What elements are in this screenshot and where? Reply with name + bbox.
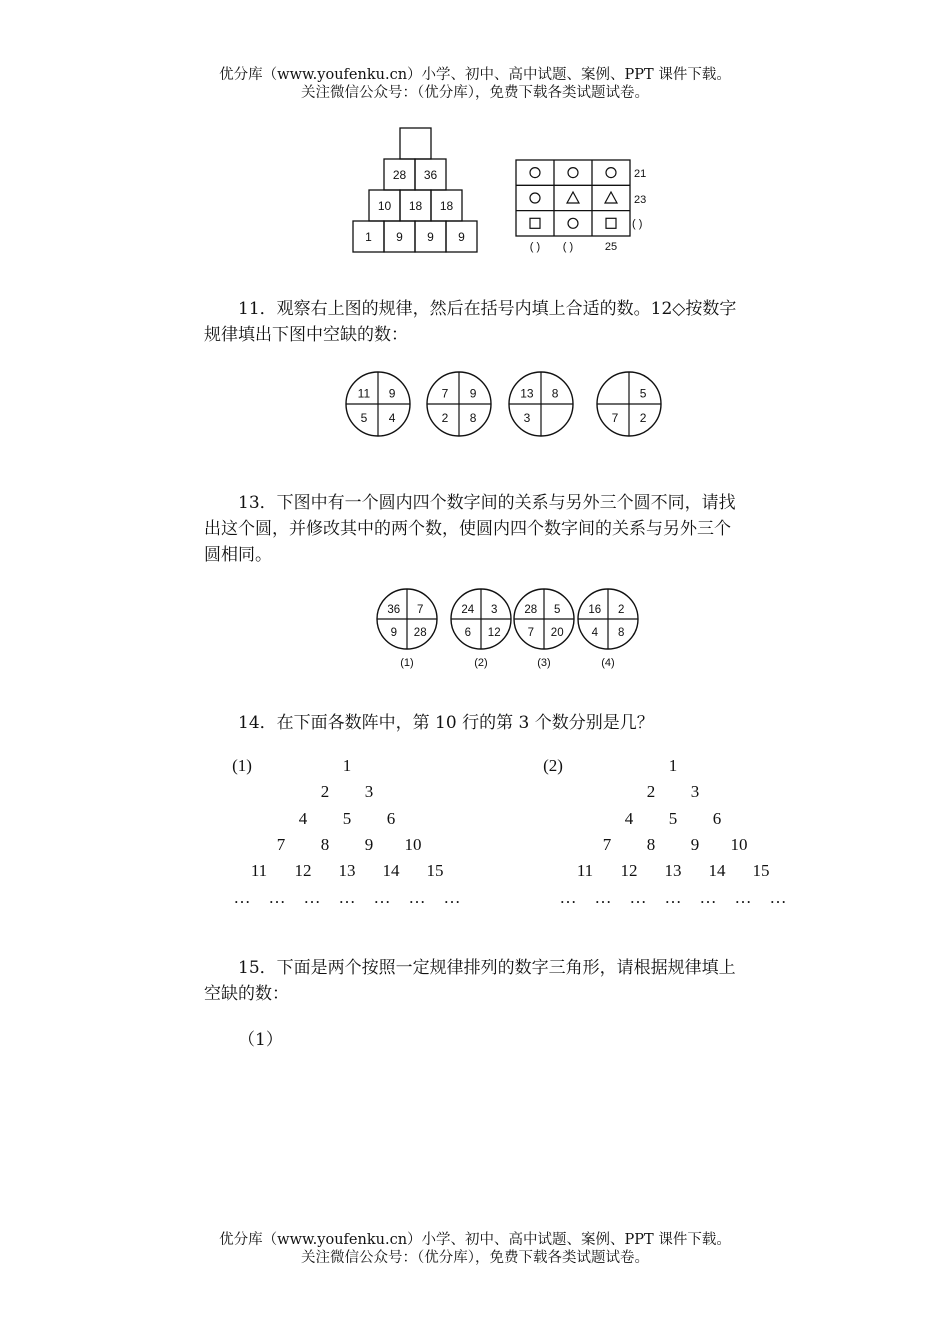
pyramid-cell: 9 xyxy=(396,230,403,244)
array-number: 5 xyxy=(668,808,678,828)
q13-circle-value: 7 xyxy=(416,603,424,616)
q11-circle-value: 2 xyxy=(639,411,647,426)
array-number: … xyxy=(338,887,356,907)
q13-circles-figure xyxy=(370,586,650,672)
triangle-shape-icon xyxy=(605,192,617,203)
array-number: … xyxy=(233,887,251,907)
array-number: … xyxy=(303,887,321,907)
array-number: … xyxy=(629,887,647,907)
array-number: … xyxy=(559,887,577,907)
question-11 xyxy=(204,296,800,348)
array-number: 5 xyxy=(342,808,352,828)
array-number: … xyxy=(443,887,461,907)
circle-shape-icon xyxy=(530,193,540,203)
q11-circle-value: 7 xyxy=(611,411,619,426)
q13-circle-value: 20 xyxy=(550,626,564,639)
array-number: 15 xyxy=(426,861,444,881)
array-number: 2 xyxy=(320,782,330,802)
array-number: 4 xyxy=(298,808,308,828)
q13-circle-value: 3 xyxy=(490,603,498,616)
array-number: 2 xyxy=(646,782,656,802)
pyramid-cell: 18 xyxy=(408,199,423,213)
array-number: 15 xyxy=(752,861,770,881)
circle-shape-icon xyxy=(568,218,578,228)
square-shape-icon xyxy=(606,218,616,228)
array-number: … xyxy=(699,887,717,907)
header-line-2: 关注微信公众号：（优分库），免费下载各类试题试卷。 xyxy=(301,85,649,101)
circle-shape-icon xyxy=(530,168,540,178)
q13-circle-value: 28 xyxy=(524,603,538,616)
array-number: 14 xyxy=(708,861,726,881)
q13-circle-value: 5 xyxy=(553,603,561,616)
q11-circle-value: 3 xyxy=(523,411,531,426)
q13-line-2: 出这个圆，并修改其中的两个数，使圆内四个数字间的关系与另外三个 xyxy=(204,519,731,539)
square-shape-icon xyxy=(530,218,540,228)
pyramid-cell: 10 xyxy=(377,199,392,213)
q11-circle-value: 7 xyxy=(441,386,449,401)
q11-circle xyxy=(597,372,661,436)
pyramid-cell: 9 xyxy=(458,230,465,244)
page-footer xyxy=(0,1231,950,1267)
circle-shape-icon xyxy=(606,168,616,178)
q13-circle-value: 2 xyxy=(617,603,625,616)
q13-circle-value: 16 xyxy=(588,603,602,616)
q11-circle-value: 5 xyxy=(360,411,368,426)
q11-circle-value: 8 xyxy=(551,386,559,401)
q11-circle xyxy=(427,372,491,436)
pyramid-cell: 28 xyxy=(392,168,407,182)
row-sum: ( ) xyxy=(632,218,643,230)
number-array-2 xyxy=(0,756,950,916)
array-number: … xyxy=(734,887,752,907)
array-number: 3 xyxy=(364,782,374,802)
array-number: … xyxy=(373,887,391,907)
q13-circle-value: 28 xyxy=(413,626,427,639)
q13-circle-label: (3) xyxy=(537,657,551,669)
array-number: 9 xyxy=(690,834,700,854)
question-13 xyxy=(204,490,800,568)
q15-line-1: 15．下面是两个按照一定规律排列的数字三角形，请根据规律填上 xyxy=(238,958,736,978)
q13-circle-label: (1) xyxy=(400,657,414,669)
q14-line-1: 14．在下面各数阵中，第 10 行的第 3 个数分别是几？ xyxy=(238,713,654,733)
triangle-shape-icon xyxy=(567,192,579,203)
q13-line-3: 圆相同。 xyxy=(204,545,272,565)
array-number: 3 xyxy=(690,782,700,802)
array-number: 12 xyxy=(294,861,312,881)
q13-circle-value: 8 xyxy=(617,626,625,639)
array-number: 1 xyxy=(342,756,352,775)
array-number: 13 xyxy=(664,861,682,881)
array-number: 7 xyxy=(276,834,286,854)
array-number: 9 xyxy=(364,834,374,854)
col-sum: 25 xyxy=(604,241,618,253)
number-pyramid-figure xyxy=(345,124,485,258)
circle-shape-icon xyxy=(568,168,578,178)
array-number: 6 xyxy=(712,808,722,828)
array-number: 7 xyxy=(602,834,612,854)
q11-circle-value: 5 xyxy=(639,386,647,401)
question-15 xyxy=(204,955,800,1053)
array-number: … xyxy=(594,887,612,907)
q11-circle-value: 13 xyxy=(520,386,534,401)
q11-line-1: 11．观察右上图的规律，然后在括号内填上合适的数。12◇按数字 xyxy=(238,299,737,319)
q13-circle-value: 12 xyxy=(487,626,501,639)
q13-circle-value: 24 xyxy=(461,603,475,616)
array-number: 8 xyxy=(646,834,656,854)
array-number: … xyxy=(268,887,286,907)
array-number: 4 xyxy=(624,808,634,828)
q13-circle-value: 6 xyxy=(464,626,472,639)
q13-circle-label: (2) xyxy=(474,657,488,669)
q11-circle-value: 4 xyxy=(388,411,396,426)
q11-circle-value: 11 xyxy=(357,386,371,401)
question-14 xyxy=(204,710,800,736)
q15-line-2: 空缺的数： xyxy=(204,984,289,1004)
array-number: … xyxy=(408,887,426,907)
q13-circle-label: (4) xyxy=(601,657,615,669)
q11-circles-figure xyxy=(340,364,670,444)
array-number: 11 xyxy=(576,861,594,881)
q11-circle-value: 8 xyxy=(469,411,477,426)
q13-circle-value: 7 xyxy=(527,626,535,639)
array-number: 11 xyxy=(250,861,268,881)
q13-circle xyxy=(578,589,638,669)
row-sum: 23 xyxy=(634,194,647,206)
q13-line-1: 13．下图中有一个圆内四个数字间的关系与另外三个圆不同，请找 xyxy=(238,493,736,513)
shape-grid-figure xyxy=(510,156,670,256)
array-number: 10 xyxy=(404,834,422,854)
row-sum: 21 xyxy=(634,168,647,180)
q11-circle xyxy=(346,372,410,436)
array-number: 10 xyxy=(730,834,748,854)
array-number: 8 xyxy=(320,834,330,854)
pyramid-cell: 1 xyxy=(365,230,372,244)
q11-circle-value: 2 xyxy=(441,411,449,426)
q13-circle xyxy=(514,589,574,669)
q13-circle xyxy=(377,589,437,669)
array-label: (1) xyxy=(232,756,252,775)
array-number: 1 xyxy=(668,756,678,775)
q13-circle-value: 9 xyxy=(390,626,398,639)
header-line-1: 优分库（www.youfenku.cn）小学、初中、高中试题、案例、PPT 课件下载。 xyxy=(219,67,731,83)
q13-circle xyxy=(451,589,511,669)
footer-line-1: 优分库（www.youfenku.cn）小学、初中、高中试题、案例、PPT 课件下载。 xyxy=(219,1232,731,1248)
q11-circle xyxy=(509,372,573,436)
array-number: 12 xyxy=(620,861,638,881)
array-number: 6 xyxy=(386,808,396,828)
array-number: 13 xyxy=(338,861,356,881)
pyramid-cell: 9 xyxy=(427,230,434,244)
page-header xyxy=(0,66,950,102)
col-sum: ( ) xyxy=(529,241,541,253)
q15-part-1: （1） xyxy=(238,1030,283,1050)
pyramid-cell: 36 xyxy=(423,168,438,182)
pyramid-cell: 18 xyxy=(439,199,454,213)
array-number: 14 xyxy=(382,861,400,881)
q11-line-2: 规律填出下图中空缺的数： xyxy=(204,325,408,345)
array-number: … xyxy=(664,887,682,907)
footer-line-2: 关注微信公众号：（优分库），免费下载各类试题试卷。 xyxy=(301,1250,649,1266)
array-number: … xyxy=(769,887,787,907)
q13-circle-value: 4 xyxy=(591,626,599,639)
q11-circle-value: 9 xyxy=(388,386,396,401)
q13-circle-value: 36 xyxy=(387,603,401,616)
q11-circle-value: 9 xyxy=(469,386,477,401)
array-label: (2) xyxy=(543,756,563,775)
col-sum: ( ) xyxy=(562,241,574,253)
